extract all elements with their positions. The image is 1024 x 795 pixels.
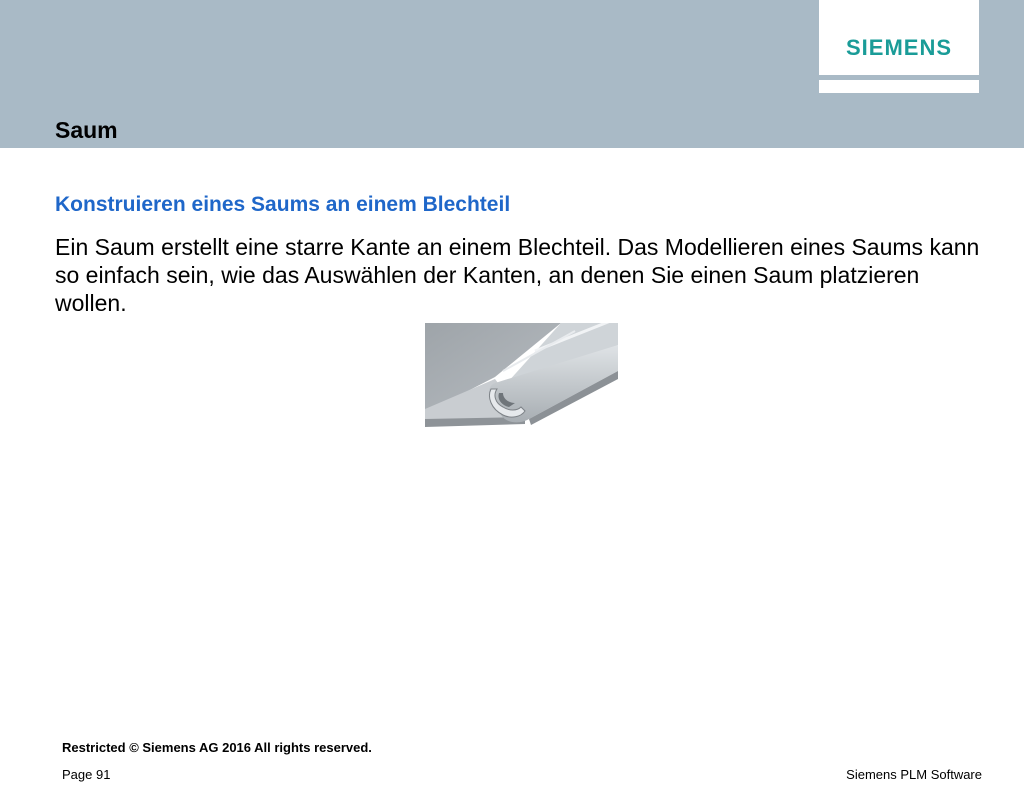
slide-title: Saum xyxy=(55,117,118,143)
sheet-metal-hem-image xyxy=(425,323,618,435)
body-paragraph: Ein Saum erstellt eine starre Kante an einem Blechteil. Das Modellieren eines Saums kann so einfach sein, wie das Auswählen der Kanten, an denen Sie einen Saum platzieren wollen. xyxy=(55,234,980,316)
footer-page-number: Page 91 xyxy=(62,767,111,782)
siemens-logo xyxy=(819,0,979,75)
footer-restricted-notice: Restricted © Siemens AG 2016 All rights reserved. xyxy=(62,740,372,755)
logo-strip xyxy=(819,80,979,93)
section-subtitle: Konstruieren eines Saums an einem Blechteil xyxy=(55,193,511,216)
logo-text: SIEMENS xyxy=(845,34,953,60)
footer-company: Siemens PLM Software xyxy=(846,767,982,782)
